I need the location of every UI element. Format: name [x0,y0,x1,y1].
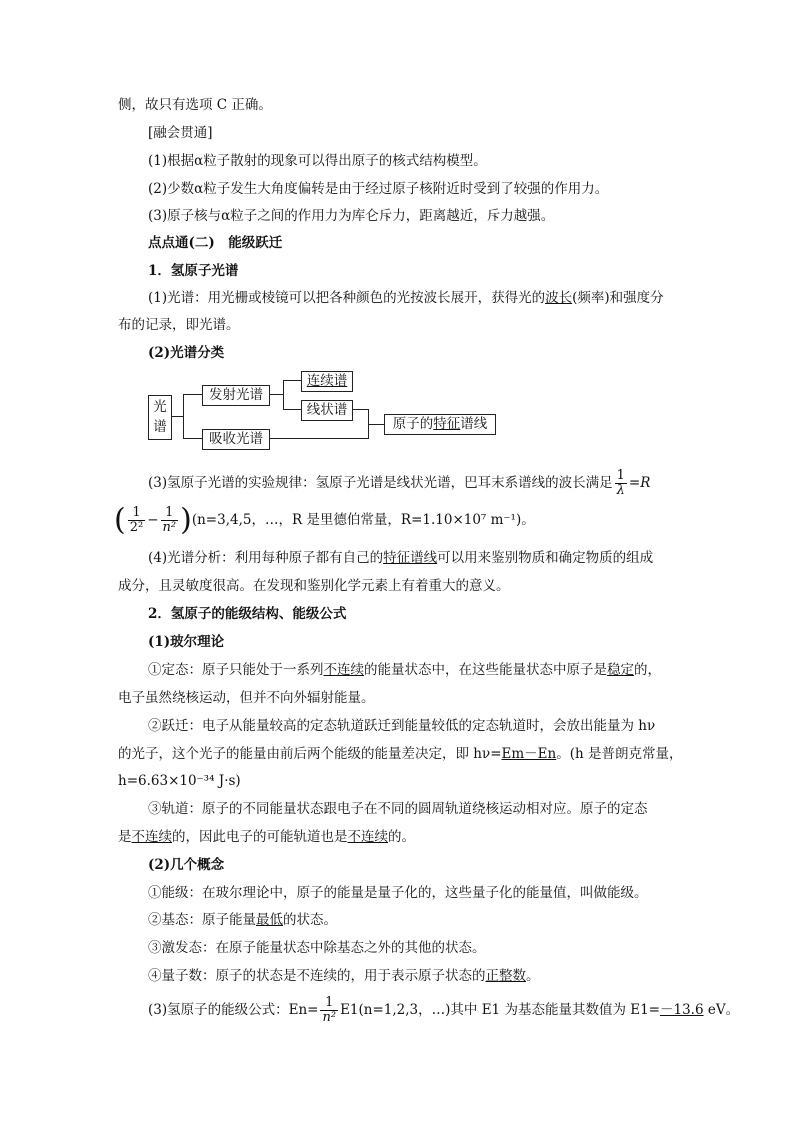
blank-answer: 不连续 [347,829,388,845]
text-line-14 [118,577,510,595]
text: 1 [161,506,179,521]
text: n² [322,1010,337,1025]
text: h=6.63×10⁻³⁴ J·s) [118,773,241,789]
blank-answer: Em－En [501,746,557,762]
diagram-box-line-spectrum [301,400,353,421]
diagram-box-emission [202,385,270,406]
text-line-11 [148,469,650,498]
text: (频率)和强度分 [572,290,664,306]
text: 1 [616,468,625,483]
text: n² [162,520,177,535]
text: 2．氢原子的能级结构、能级公式 [148,606,347,622]
section-heading-energy-levels [148,234,282,252]
fraction-one-over-lambda [615,469,627,498]
text: 吸收光谱 [209,431,263,447]
connector [183,438,202,439]
text-line-4 [148,180,608,198]
blank-answer: 连续谱 [306,373,348,389]
blank-answer: 稳定 [607,662,634,678]
text: 谱线 [460,416,488,432]
paren-left: ( [114,502,126,538]
text: λ [616,483,625,498]
text: =R [628,475,651,491]
text-line-23 [118,828,415,846]
text: 的，因此电子的可能轨道也是 [172,829,348,845]
text: 1 [128,506,145,521]
text: 的。 [388,829,415,845]
text: (1)光谱：用光栅或棱镜可以把各种颜色的光按波长展开，获得光的 [148,290,546,306]
text: 光谱 [153,399,167,435]
diagram-box-spectrum [148,395,172,440]
text-line-19 [148,717,655,735]
blank-answer: 最低 [256,912,283,928]
text: (1)玻尔理论 [148,634,225,650]
blank-answer: 波长 [545,290,573,306]
text-line-26 [148,911,337,929]
connector [183,394,202,395]
text: 1 [320,996,338,1011]
text-line-25 [148,884,648,902]
text: 电子虽然绕核运动，但并不向外辐射能量。 [118,690,375,706]
text: 。 [526,968,540,984]
fraction-one-over-n-squared [161,506,179,535]
text: ③激发态：在原子能量状态中除基态之外的其他的状态。 [148,940,486,956]
text: (3)氢原子光谱的实验规律：氢原子光谱是线状光谱，巴耳末系谱线的波长满足 [148,475,613,491]
text-line-1 [118,96,272,114]
text-line-5 [148,207,554,225]
connector [352,409,368,410]
text: ②基态：原子能量 [148,912,256,928]
text: ④量子数：原子的状态是不连续的，用于表示原子状态的 [148,968,486,984]
text: (3)氢原子的能级公式：En= [148,1002,319,1018]
connector [183,394,184,439]
blank-answer: 不连续 [131,829,172,845]
text: 布的记录，即光谱。 [118,317,240,333]
text-line-21 [118,772,241,790]
text-line-18 [118,689,375,707]
text: E1(n=1,2,3，…)其中 E1 为基态能量其数值为 E1= [340,1002,660,1018]
text-line-28 [148,967,540,985]
text-line-17 [148,661,661,679]
fraction-one-over-n-squared [320,996,338,1025]
text: 的状态。 [283,912,337,928]
text: (1)根据α粒子散射的现象可以得出原子的核式结构模型。 [148,153,487,169]
text: 的， [634,662,661,678]
diagram-box-characteristic-lines [384,414,496,435]
connector [368,424,384,425]
diagram-box-absorption [202,429,270,450]
text: 是 [118,829,132,845]
text-line-12-balmer-formula: ( $\frac{1}{\text{2²}}$ − $\frac{1}{\text{n²}}$ )(n=3,4,5，…，R 是里德伯常量，R=1.10×10⁷ m⁻¹)。 [114,502,535,538]
connector [283,380,301,381]
text-line-3 [148,152,487,170]
text: (2)少数α粒子发生大角度偏转是由于经过原子核附近时受到了较强的作用力。 [148,181,609,197]
text: 的光子，这个光子的能量由前后两个能级的能量差决定，即 hν= [118,746,502,762]
text-line-24 [148,856,224,874]
connector [171,416,183,417]
subheading-hydrogen-spectrum [148,262,238,280]
text: [融会贯通] [148,125,213,141]
text: 。(h 是普朗克常量， [556,746,683,762]
blank-answer: 不连续 [323,662,364,678]
text: 发射光谱 [209,387,263,403]
text: 侧，故只有选项 C 正确。 [118,97,272,113]
blank-answer: －13.6 [659,1002,704,1018]
text: 1．氢原子光谱 [148,263,239,279]
connector [283,409,301,410]
text: ①能级：在玻尔理论中，原子的能量是量子化的，这些量子化的能量值，叫做能级。 [148,885,648,901]
text: 线状谱 [306,402,348,418]
text-line-20 [118,745,683,763]
text: (4)光谱分析：利用每种原子都有自己的 [148,550,384,566]
text-line-8 [148,289,664,307]
text-line-16 [148,633,224,651]
section-label-integration [148,124,213,142]
text: 的能量状态中，在这些能量状态中原子是 [364,662,607,678]
text: eV。 [703,1002,740,1018]
blank-answer: 特征谱线 [383,550,438,566]
connector [269,394,283,395]
fraction-one-over-two-squared [128,506,145,535]
connector [269,438,369,439]
text-line-9 [118,316,240,334]
text: (2)光谱分类 [148,345,225,361]
text: ①定态：原子只能处于一系列 [148,662,324,678]
text: 成分，且灵敏度很高。在发现和鉴别化学元素上有着重大的意义。 [118,578,510,594]
text: 原子的 [392,416,434,432]
diagram-box-continuous [301,371,353,392]
text: 2² [129,520,144,535]
text-line-29-energy-formula [148,996,739,1025]
text-line-27 [148,939,486,957]
text-line-10 [148,344,224,362]
paren-right: ) [180,502,192,538]
blank-answer: 特征 [433,416,461,432]
text: 可以用来鉴别物质和确定物质的组成 [437,550,654,566]
text-line-13 [148,549,653,567]
text: (3)原子核与α粒子之间的作用力为库仑斥力，距离越近，斥力越强。 [148,208,555,224]
text: ③轨道：原子的不同能量状态跟电子在不同的圆周轨道绕核运动相对应。原子的定态 [148,801,648,817]
subheading-energy-level-structure [148,605,346,623]
text: ②跃迁：电子从能量较高的定态轨道跃迁到能量较低的定态轨道时，会放出能量为 hν [148,718,656,734]
text: (2)几个概念 [148,857,225,873]
text-line-22 [148,800,648,818]
text: 点点通(二) 能级跃迁 [148,235,283,251]
text: (n=3,4,5，…，R 是里德伯常量，R=1.10×10⁷ m⁻¹)。 [191,512,535,528]
connector [283,380,284,410]
blank-answer: 正整数 [485,968,526,984]
